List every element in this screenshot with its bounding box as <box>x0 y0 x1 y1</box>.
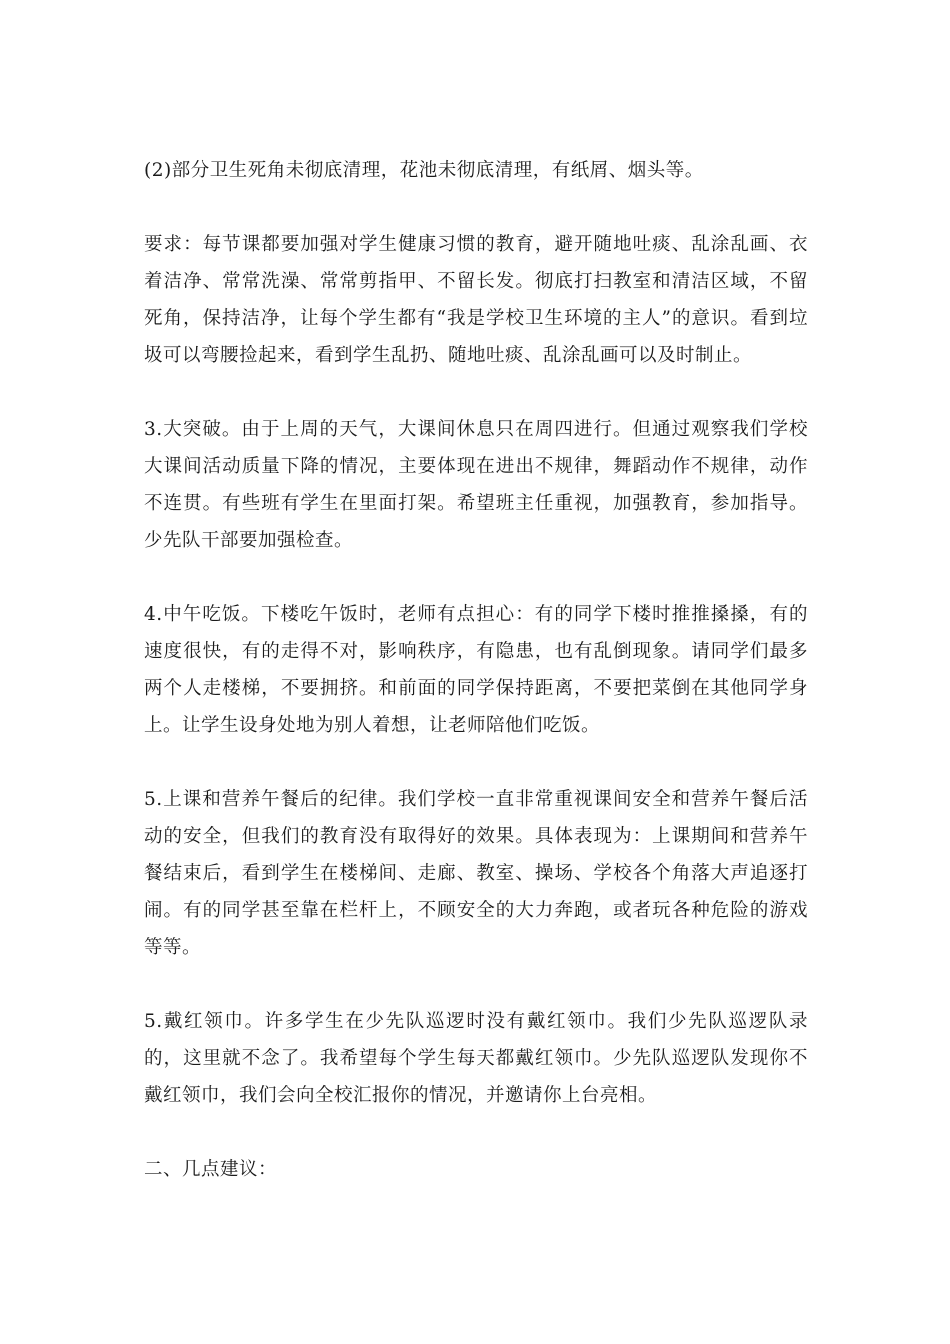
paragraph-discipline: 5.上课和营养午餐后的纪律。我们学校一直非常重视课间安全和营养午餐后活动的安全，但我们的教育没有取得好的效果。具体表现为：上课期间和营养午餐结束后，看到学生在楼梯间、走廊、教室、操场、学校各个角落大声追逐打闹。有的同学甚至靠在栏杆上，不顾安全的大力奔跑，或者玩各种危险的游戏等等。 <box>144 789 808 958</box>
paragraph-hygiene-requirements: 要求：每节课都要加强对学生健康习惯的教育，避开随地吐痰、乱涂乱画、衣着洁净、常常洗澡、常常剪指甲、不留长发。彻底打扫教室和清洁区域，不留死角，保持洁净，让每个学生都有“我是学校卫生环境的主人”的意识。看到垃圾可以弯腰捡起来，看到学生乱扔、随地吐痰、乱涂乱画可以及时制止。 <box>144 234 808 366</box>
paragraph-recess-activities: 3.大突破。由于上周的天气，大课间休息只在周四进行。但通过观察我们学校大课间活动质量下降的情况，主要体现在进出不规律，舞蹈动作不规律，动作不连贯。有些班有学生在里面打架。希望班主任重视，加强教育，参加指导。少先队干部要加强检查。 <box>144 419 808 551</box>
paragraph-lunch: 4.中午吃饭。下楼吃午饭时，老师有点担心：有的同学下楼时推推搡搡，有的速度很快，有的走得不对，影响秩序，有隐患，也有乱倒现象。请同学们最多两个人走楼梯，不要拥挤。和前面的同学保持距离，不要把菜倒在其他同学身上。让学生设身处地为别人着想，让老师陪他们吃饭。 <box>144 604 808 736</box>
section-heading-suggestions: 二、几点建议： <box>144 1159 278 1180</box>
document-body <box>144 152 808 1188</box>
paragraph-hygiene-corners: (2)部分卫生死角未彻底清理，花池未彻底清理，有纸屑、烟头等。 <box>144 160 704 181</box>
paragraph-red-scarf: 5.戴红领巾。许多学生在少先队巡逻时没有戴红领巾。我们少先队巡逻队录的，这里就不念了。我希望每个学生每天都戴红领巾。少先队巡逻队发现你不戴红领巾，我们会向全校汇报你的情况，并邀请你上台亮相。 <box>144 1011 808 1106</box>
